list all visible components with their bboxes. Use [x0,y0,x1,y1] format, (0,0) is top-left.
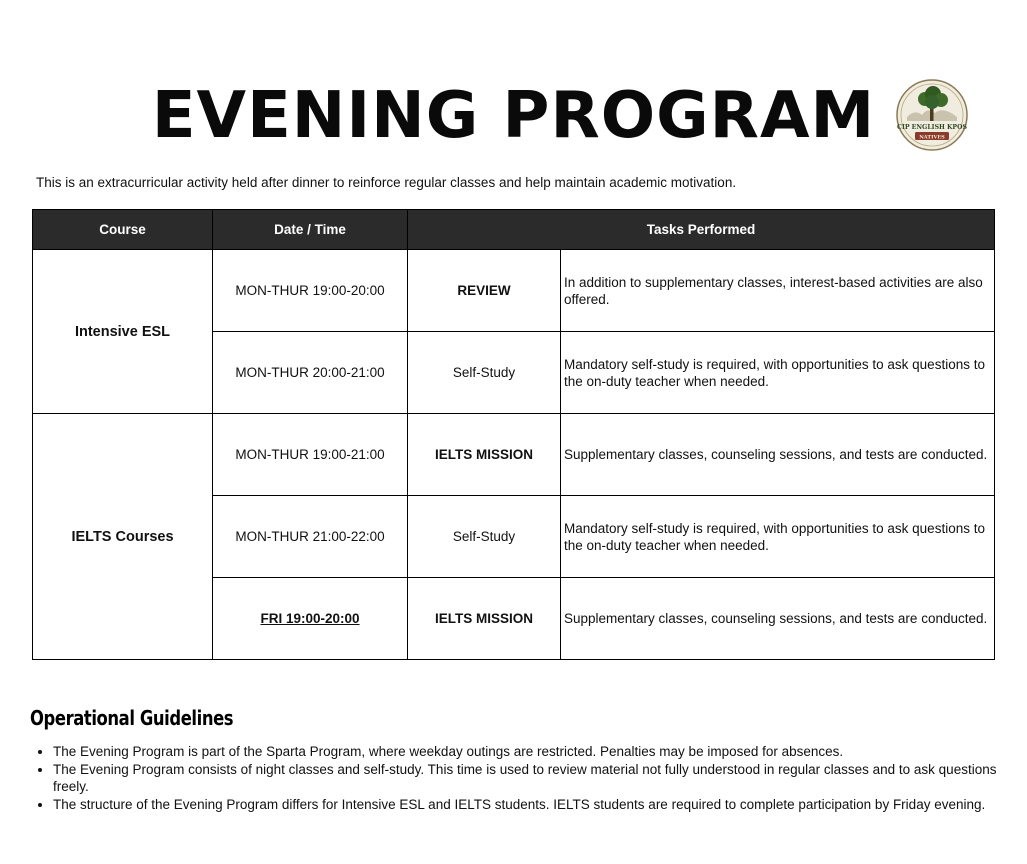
task-cell: IELTS MISSION [408,414,561,496]
time-cell: MON-THUR 21:00-22:00 [213,496,408,578]
task-cell: IELTS MISSION [408,578,561,660]
course-cell: IELTS Courses [33,414,213,660]
description-cell: In addition to supplementary classes, interest-based activities are also offered. [561,250,995,332]
logo-text-ribbon: NATIVES [919,134,945,141]
page-title: EVENING PROGRAM [151,79,876,153]
header-datetime: Date / Time [213,210,408,250]
list-item: • The structure of the Evening Program differs for Intensive ESL and IELTS students. IELTS students are required to complete participation by Friday evening. [53,796,1013,814]
guidelines-heading: Operational Guidelines [30,706,234,730]
description-cell: Mandatory self-study is required, with opportunities to ask questions to the on-duty teacher when needed. [561,496,995,578]
list-item: • The Evening Program consists of night classes and self-study. This time is used to review material not fully understood in regular classes and to ask questions freely. [53,761,1013,796]
list-item: • The Evening Program is part of the Sparta Program, where weekday outings are restricted. Penalties may be imposed for absences. [53,743,1013,761]
task-cell: REVIEW [408,250,561,332]
task-cell: Self-Study [408,332,561,414]
table-row [33,250,995,332]
time-cell [213,578,408,660]
guidelines-list [31,743,1013,813]
course-cell: Intensive ESL [33,250,213,414]
header-tasks: Tasks Performed [408,210,995,250]
description-cell: Supplementary classes, counseling sessions, and tests are conducted. [561,578,995,660]
time-cell: MON-THUR 19:00-20:00 [213,250,408,332]
school-logo [895,79,969,151]
time-cell: MON-THUR 20:00-21:00 [213,332,408,414]
intro-text: This is an extracurricular activity held after dinner to reinforce regular classes and help maintain academic motivation. [36,175,737,190]
table-header-row [33,210,995,250]
description-cell: Mandatory self-study is required, with opportunities to ask questions to the on-duty teacher when needed. [561,332,995,414]
friday-time-text: FRI 19:00-20:00 [260,611,360,626]
description-cell: Supplementary classes, counseling sessions, and tests are conducted. [561,414,995,496]
header-course: Course [33,210,213,250]
table-row [33,414,995,496]
time-cell: MON-THUR 19:00-21:00 [213,414,408,496]
task-cell: Self-Study [408,496,561,578]
logo-text-top: CIP ENGLISH KPOS [897,124,967,131]
evening-program-table [32,209,995,660]
